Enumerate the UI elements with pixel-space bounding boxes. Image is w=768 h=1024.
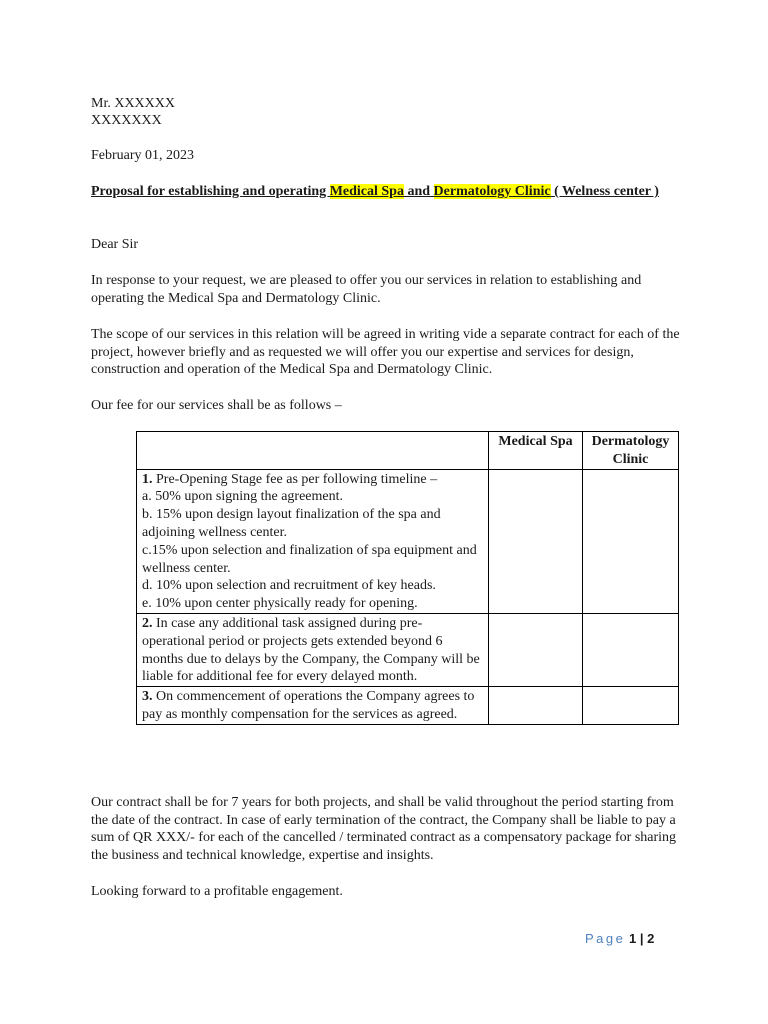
fee-table-header-row	[137, 432, 679, 470]
title-text-3: ( Welness center )	[550, 184, 659, 199]
fee-dermatology-cell	[583, 613, 679, 686]
intro-paragraph: In response to your request, we are pleased to offer you our services in relation to establishing and operating the Medical Spa and Dermatology Clinic.	[91, 273, 642, 306]
fee-table-header-medical-spa: Medical Spa	[489, 432, 583, 470]
salutation: Dear Sir	[91, 237, 139, 252]
page-label: Page	[585, 931, 626, 946]
fee-item-lead: On commencement of operations the Company agrees to pay as monthly compensation for the services as agreed.	[142, 689, 475, 722]
fee-item-number: 1.	[142, 471, 153, 487]
letter-date: February 01, 2023	[91, 148, 195, 163]
fee-subitem: b. 15% upon design layout finalization of the spa and adjoining wellness center.	[142, 507, 441, 540]
fee-item-description	[137, 469, 489, 613]
contract-paragraph: Our contract shall be for 7 years for both projects, and shall be valid throughout the period starting from the date of the contract. In case of early termination of the contract, the Company shall be liable to pay a sum of QR XXX/- for each of the cancelled / terminated contract as a compensatory package for sharing the business and technical knowledge, expertise and insights.	[91, 795, 677, 863]
fee-table-header-blank	[137, 432, 489, 470]
fee-dermatology-cell	[583, 687, 679, 725]
title-highlight-medical-spa: Medical Spa	[329, 184, 404, 199]
fee-intro-paragraph: Our fee for our services shall be as follows –	[91, 398, 342, 413]
fee-subitem: c.15% upon selection and finalization of spa equipment and wellness center.	[142, 542, 477, 576]
page-separator: |	[639, 931, 644, 946]
title-text-2: and	[403, 184, 434, 199]
fee-subitem: d. 10% upon selection and recruitment of key heads.	[142, 578, 436, 594]
fee-item-description	[137, 687, 489, 725]
fee-subitem: e. 10% upon center physically ready for opening.	[142, 596, 418, 612]
fee-item-number: 3.	[142, 689, 153, 705]
fee-medical-spa-cell	[489, 469, 583, 613]
fee-item-lead: In case any additional task assigned during pre-operational period or projects gets extended beyond 6 months due to delays by the Company, the Company will be liable for additional fee for every delayed month.	[142, 615, 480, 685]
recipient-line2: XXXXXXX	[91, 113, 162, 128]
title-text-1: Proposal for establishing and operating	[91, 184, 330, 199]
fee-subitem: a. 50% upon signing the agreement.	[142, 489, 344, 505]
page-total: 2	[647, 931, 655, 946]
fee-medical-spa-cell	[489, 687, 583, 725]
fee-medical-spa-cell	[489, 613, 583, 686]
proposal-title	[91, 183, 691, 201]
table-row	[137, 613, 679, 686]
page-current: 1	[629, 931, 637, 946]
table-row	[137, 687, 679, 725]
title-highlight-dermatology-clinic: Dermatology Clinic	[433, 184, 551, 199]
fee-table	[136, 431, 679, 725]
closing-paragraph: Looking forward to a profitable engagement.	[91, 884, 343, 899]
fee-item-number: 2.	[142, 615, 153, 631]
fee-table-header-dermatology-clinic: Dermatology Clinic	[583, 432, 679, 470]
fee-item-description	[137, 613, 489, 686]
page-footer	[585, 931, 654, 946]
fee-item-lead: Pre-Opening Stage fee as per following timeline –	[152, 471, 438, 487]
recipient-name: Mr. XXXXXX	[91, 96, 175, 111]
scope-paragraph: The scope of our services in this relation will be agreed in writing vide a separate contract for each of the project, however briefly and as requested we will offer you our expertise and services for design, construction and operation of the Medical Spa and Dermatology Clinic.	[91, 327, 680, 377]
fee-dermatology-cell	[583, 469, 679, 613]
table-row	[137, 469, 679, 613]
